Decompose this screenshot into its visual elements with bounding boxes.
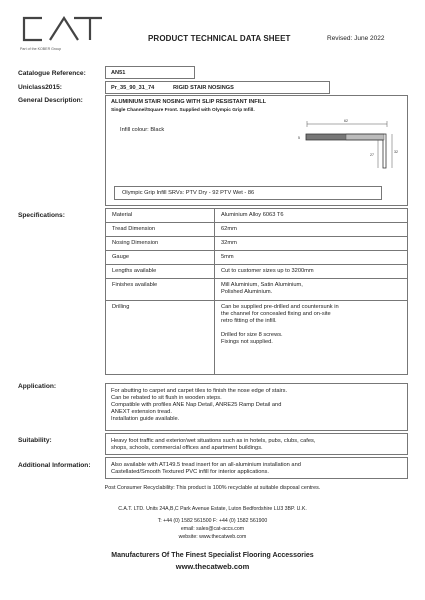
spec-row	[106, 223, 408, 237]
application-line: Can be rebated to sit flush in wooden steps.	[111, 395, 222, 401]
spec-row	[106, 209, 408, 223]
spec-name: Finishes available	[106, 279, 215, 301]
suitability-line: shops, schools, commercial offices and apartment buildings.	[111, 445, 263, 451]
catalogue-label: Catalogue Reference:	[18, 70, 86, 77]
company-address: C.A.T. LTD. Units 24A,B,C Park Avenue Estate, Luton Bedfordshire LU3 3BP. U.K.	[118, 506, 307, 512]
specifications-table	[105, 208, 408, 375]
spec-value-line: Drilled for size 8 screws.	[221, 332, 283, 338]
cat-logo	[20, 16, 105, 46]
spec-row	[106, 251, 408, 265]
spec-row	[106, 301, 408, 375]
spec-name: Nosing Dimension	[106, 237, 215, 251]
general-line2: Single Channel/Square Front. Supplied with Olympic Grip Infill.	[111, 108, 255, 113]
uniclass-label: Uniclass2015:	[18, 84, 62, 91]
spec-value	[215, 209, 408, 223]
application-line: ANEXT extension tread.	[111, 409, 172, 415]
additional-line: Also available with AT149.5 tread insert for an all-aluminium installation and	[111, 462, 301, 468]
spec-name: Lengths available	[106, 265, 215, 279]
spec-value-line	[221, 325, 401, 332]
spec-value-line: 5mm	[221, 254, 234, 260]
spec-value-line: Cut to customer sizes up to 3200mm	[221, 268, 314, 274]
page-title: PRODUCT TECHNICAL DATA SHEET	[148, 34, 291, 43]
spec-value-line: Can be supplied pre-drilled and countersunk in	[221, 304, 339, 310]
dim-gauge: 5	[298, 136, 300, 140]
nosing-profile-drawing	[286, 116, 406, 176]
spec-value-line: Polished Aluminium.	[221, 289, 273, 295]
application-box	[105, 383, 408, 431]
spec-value-line: Fixings not supplied.	[221, 339, 273, 345]
spec-value-line: 62mm	[221, 226, 237, 232]
general-description-box	[105, 95, 408, 206]
footer-url[interactable]: www.thecatweb.com	[175, 562, 250, 571]
dim-inner: 27	[370, 153, 374, 157]
spec-value	[215, 265, 408, 279]
recyclability-note: Post Consumer Recyclability: This product is 100% recyclable at suitable disposal centres.	[104, 485, 321, 491]
spec-value-line: 32mm	[221, 240, 237, 246]
general-line1: ALUMINIUM STAIR NOSING WITH SLIP RESISTANT INFILL	[111, 99, 267, 105]
uniclass-box	[105, 81, 330, 94]
spec-value	[215, 279, 408, 301]
general-description-label: General Description:	[18, 97, 83, 104]
additional-line: Castellated/Smooth Textured PVC infill for interior applications.	[111, 469, 269, 475]
spec-value-line: Mill Aluminium, Satin Aluminium,	[221, 282, 303, 288]
spec-name: Material	[106, 209, 215, 223]
spec-value-line: Aluminium Alloy 6063 T6	[221, 212, 284, 218]
specifications-label: Specifications:	[18, 212, 65, 219]
spec-name: Tread Dimension	[106, 223, 215, 237]
uniclass-code: Pr_35_90_31_74	[111, 85, 155, 91]
dim-width: 62	[344, 119, 348, 123]
spec-name: Gauge	[106, 251, 215, 265]
srv-box	[114, 186, 382, 200]
application-line: For abutting to carpet and carpet tiles to finish the nose edge of stairs.	[111, 388, 288, 394]
spec-row	[106, 279, 408, 301]
revised-date: Revised: June 2022	[327, 35, 385, 42]
spec-value	[215, 251, 408, 265]
company-email: email: sales@cat-accs.com	[180, 526, 245, 532]
srv-text: Olympic Grip Infill SRVs: PTV Dry - 92 PTV Wet - 86	[122, 190, 255, 196]
company-phone: T: +44 (0) 1582 561500 F: +44 (0) 1582 561900	[157, 518, 268, 524]
spec-value	[215, 237, 408, 251]
spec-row	[106, 237, 408, 251]
additional-info-label: Additional Information:	[18, 462, 91, 469]
spec-value-line: retro fitting of the infill.	[221, 318, 277, 324]
suitability-line: Heavy foot traffic and exterior/wet situations such as in hotels, pubs, clubs, cafes,	[111, 438, 316, 444]
footer-tagline: Manufacturers Of The Finest Specialist Flooring Accessories	[111, 552, 314, 559]
application-line: Installation guide available.	[111, 416, 180, 422]
company-website: website: www.thecatweb.com	[178, 534, 247, 540]
spec-name: Drilling	[106, 301, 215, 375]
spec-row	[106, 265, 408, 279]
spec-value	[215, 223, 408, 237]
infill-colour: Infill colour: Black	[120, 127, 165, 133]
suitability-label: Suitability:	[18, 437, 52, 444]
catalogue-value: AN51	[111, 70, 126, 76]
additional-info-box	[105, 457, 408, 479]
catalogue-box	[105, 66, 195, 79]
logo-subtext: Part of the KOBER Group	[20, 47, 62, 51]
application-line: Compatible with profiles ANE Nap Detail, ANRE25 Ramp Detail and	[111, 402, 282, 408]
suitability-box	[105, 433, 408, 455]
spec-value	[215, 301, 408, 375]
uniclass-name: RIGID STAIR NOSINGS	[173, 85, 234, 91]
spec-value-line: the channel for concealed fixing and on-site	[221, 311, 331, 317]
application-label: Application:	[18, 383, 57, 390]
dim-height: 32	[394, 150, 398, 154]
